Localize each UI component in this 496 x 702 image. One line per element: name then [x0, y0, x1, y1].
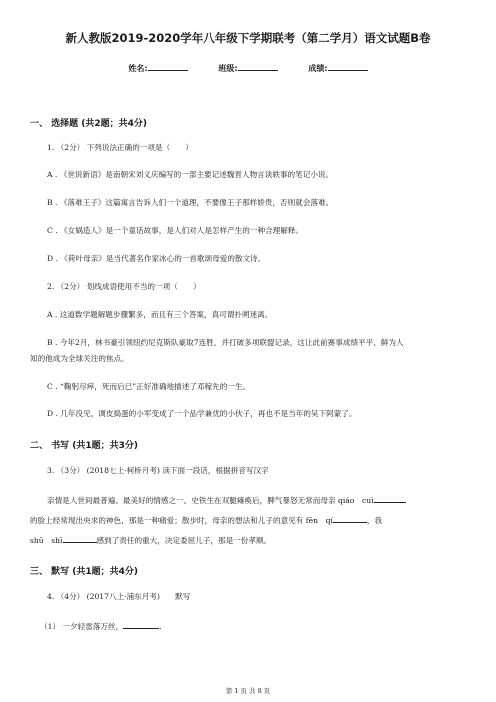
class-label: 班级:	[218, 64, 238, 73]
q1-option-d: D . 《荷叶母亲》是当代著名作家冰心的一首歌颂母爱的散文诗。	[47, 254, 266, 263]
answer-blank-q4-1[interactable]	[123, 620, 162, 631]
section-3-heading: 三、 默写 (共1题；共4分)	[30, 567, 139, 577]
q3-para-line3	[30, 534, 271, 546]
class-field	[218, 62, 277, 74]
q2-stem: 2. （2分） 划线成语使用不当的一项（ ）	[47, 282, 201, 291]
q1-option-a: A . 《世说新语》是南朝宋刘义庆编写的一部主要记述魏晋人物言谈轶事的笔记小说。	[47, 170, 334, 179]
q3-line2-end: ，我	[366, 516, 383, 525]
class-blank	[238, 62, 278, 71]
q2-option-b-line1: B . 今年2月，林书豪引领纽约尼克斯队豪取7连胜，并打破多项联盟记录，这让此前赛事成绩平平、鲜为人	[47, 338, 404, 347]
page-title: 新人教版2019-2020学年八年级下学期联考（第二学月）语文试题B卷	[65, 31, 431, 45]
page-footer: 第 1 页 共 8 页	[225, 687, 271, 695]
q3-line3-pinyin: shū shī	[30, 536, 63, 545]
name-label: 姓名:	[128, 64, 148, 73]
q3-line3-text: 感到了责任的重大，决定委屈儿子，那是一份孝顺。	[96, 536, 272, 545]
q3-para-line1	[47, 494, 406, 506]
answer-blank-shushi[interactable]	[63, 534, 97, 543]
q2-option-b-line2: 知的他成为全球关注的焦点。	[30, 354, 129, 363]
q3-para-line2	[30, 514, 382, 526]
section-1-heading: 一、 选择题 (共2题；共4分)	[30, 119, 148, 129]
score-field	[308, 62, 367, 74]
q1-option-b: B . 《落难王子》这篇寓言告诉人们一个道理，不要像王子那样娇贵，否则就会落难。	[47, 198, 334, 207]
q2-option-c: C . “鞠躬尽瘁，死而后已”正好准确地描述了邓稼先的一生。	[47, 382, 251, 391]
q3-stem: 3. （3分） (2018七上·柯桥月考) 读下面一段话，根据拼音写汉字	[47, 466, 269, 475]
name-field	[128, 62, 187, 74]
score-label: 成绩:	[308, 64, 328, 73]
answer-blank-qiaocui[interactable]	[374, 494, 406, 503]
score-blank	[328, 62, 368, 71]
q3-line1-text: 亲情是人世间最普遍、最美好的情感之一。史铁生在双腿瘫痪后，脾气暴怒无常而母亲 qiáo cuì	[47, 496, 374, 505]
q4-item-1-end: .	[159, 622, 162, 631]
answer-blank-fenqi[interactable]	[333, 514, 367, 523]
q1-option-c: C . 《女娲造人》是一个童话故事，是人们对人是怎样产生的一种合理解释。	[47, 226, 304, 235]
q2-option-a: A . 这道数学题解题步骤繁多，而且有三个答案，真可谓扑朔迷离。	[47, 310, 273, 319]
q2-option-d: D . 几年没见，调皮捣蛋的小军变成了一个品学兼优的小伙子，再也不是当年的吴下阿蒙了。	[47, 409, 357, 418]
q3-line2-text: 的脸上经常现出央求的神色，那是一种痛爱；散步时，母亲的想法和儿子的意见有 fēn qí	[30, 516, 333, 525]
section-2-heading: 二、 书写 (共1题；共3分)	[30, 441, 139, 451]
student-info-row	[0, 62, 496, 74]
name-blank	[148, 62, 188, 71]
q4-item-1-text: （1） 一夕轻雷落万丝，	[40, 622, 124, 631]
q1-stem: 1. （2分） 下列说法正确的一项是（ ）	[47, 143, 193, 152]
q4-stem: 4. （4分） (2017八上·浦东月考) 默写	[47, 592, 191, 601]
q4-item-1	[40, 620, 162, 632]
